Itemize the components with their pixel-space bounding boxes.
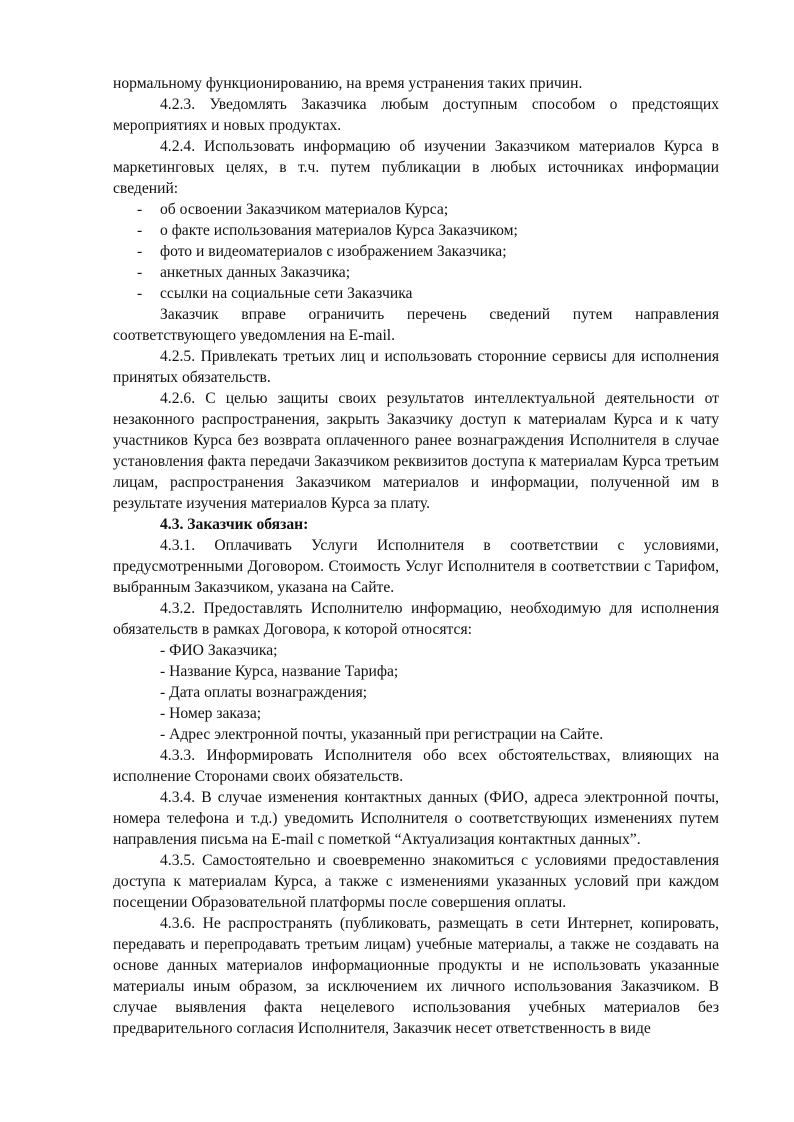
list-item-text: об освоении Заказчиком материалов Курса;	[160, 201, 449, 218]
list-item-text: анкетных данных Заказчика;	[160, 264, 351, 281]
list-item	[113, 241, 719, 262]
paragraph-4-3-2: 4.3.2. Предоставлять Исполнителю информацию, необходимую для исполнения обязательств в рамках Договора, к которой относятся:	[113, 600, 719, 638]
list-item	[113, 262, 719, 283]
list-item-text: о факте использования материалов Курса Заказчиком;	[160, 222, 518, 239]
list-item: - Адрес электронной почты, указанный при регистрации на Сайте.	[160, 726, 604, 743]
marketing-info-list	[113, 199, 719, 304]
list-item-text: ссылки на социальные сети Заказчика	[160, 285, 413, 302]
required-info-list	[113, 640, 719, 745]
paragraph-4-3-5: 4.3.5. Самостоятельно и своевременно знакомиться с условиями предоставления доступа к материалам Курса, а также с изменениями указанных условий при каждом посещении Образовательной платформы после совершения оплаты.	[113, 852, 719, 911]
paragraph-4-2-6: 4.2.6. С целью защиты своих результатов интеллектуальной деятельности от незаконного распространения, закрыть Заказчику доступ к материалам Курса и к чату участников Курса без возврата оплаченного ранее вознаграждения Исполнителя в случае установления факта передачи Заказчиком реквизитов доступа к материалам Курса третьим лицам, распространения Заказчиком материалов и информации, полученной им в результате изучения материалов Курса за плату.	[113, 390, 719, 512]
dash-bullet-icon: -	[137, 264, 143, 281]
paragraph-continuation: нормальному функционированию, на время устранения таких причин.	[113, 75, 583, 92]
paragraph-4-2-3: 4.2.3. Уведомлять Заказчика любым доступным способом о предстоящих мероприятиях и новых продуктах.	[113, 96, 719, 134]
paragraph-4-2-5: 4.2.5. Привлекать третьих лиц и использовать сторонние сервисы для исполнения принятых обязательств.	[113, 348, 719, 386]
dash-bullet-icon: -	[137, 243, 143, 260]
paragraph-4-3-1: 4.3.1. Оплачивать Услуги Исполнителя в соответствии с условиями, предусмотренными Договором. Стоимость Услуг Исполнителя в соответствии с Тарифом, выбранным Заказчиком, указана на Сайте.	[113, 537, 719, 596]
dash-bullet-icon: -	[137, 222, 143, 239]
list-item: - Дата оплаты вознаграждения;	[160, 684, 368, 701]
paragraph-limit-info: Заказчик вправе ограничить перечень сведений путем направления соответствующего уведомления на E-mail.	[113, 306, 719, 344]
document-page	[113, 73, 719, 1039]
section-heading-4-3: 4.3. Заказчик обязан:	[160, 516, 309, 533]
list-item	[113, 220, 719, 241]
paragraph-4-3-4: 4.3.4. В случае изменения контактных данных (ФИО, адреса электронной почты, номера телефона и т.д.) уведомить Исполнителя о соответствующих изменениях путем направления письма на E-mail с пометкой “Актуализация контактных данных”.	[113, 789, 719, 848]
paragraph-4-3-6: 4.3.6. Не распространять (публиковать, размещать в сети Интернет, копировать, передавать и перепродавать третьим лицам) учебные материалы, а также не создавать на основе данных материалов информационные продукты и не использовать указанные материалы иным образом, за исключением их личного использования Заказчиком. В случае выявления факта нецелевого использования учебных материалов без предварительного согласия Исполнителя, Заказчик несет ответственность в виде	[113, 915, 719, 1037]
paragraph-4-3-3: 4.3.3. Информировать Исполнителя обо всех обстоятельствах, влияющих на исполнение Сторонами своих обязательств.	[113, 747, 719, 785]
paragraph-4-2-4: 4.2.4. Использовать информацию об изучении Заказчиком материалов Курса в маркетинговых целях, в т.ч. путем публикации в любых источниках информации сведений:	[113, 138, 719, 197]
list-item: - Номер заказа;	[160, 705, 262, 722]
dash-bullet-icon: -	[137, 201, 143, 218]
list-item	[113, 283, 719, 304]
list-item: - Название Курса, название Тарифа;	[160, 663, 399, 680]
dash-bullet-icon: -	[137, 285, 143, 302]
list-item: - ФИО Заказчика;	[160, 642, 278, 659]
list-item-text: фото и видеоматериалов с изображением Заказчика;	[160, 243, 507, 260]
list-item	[113, 199, 719, 220]
